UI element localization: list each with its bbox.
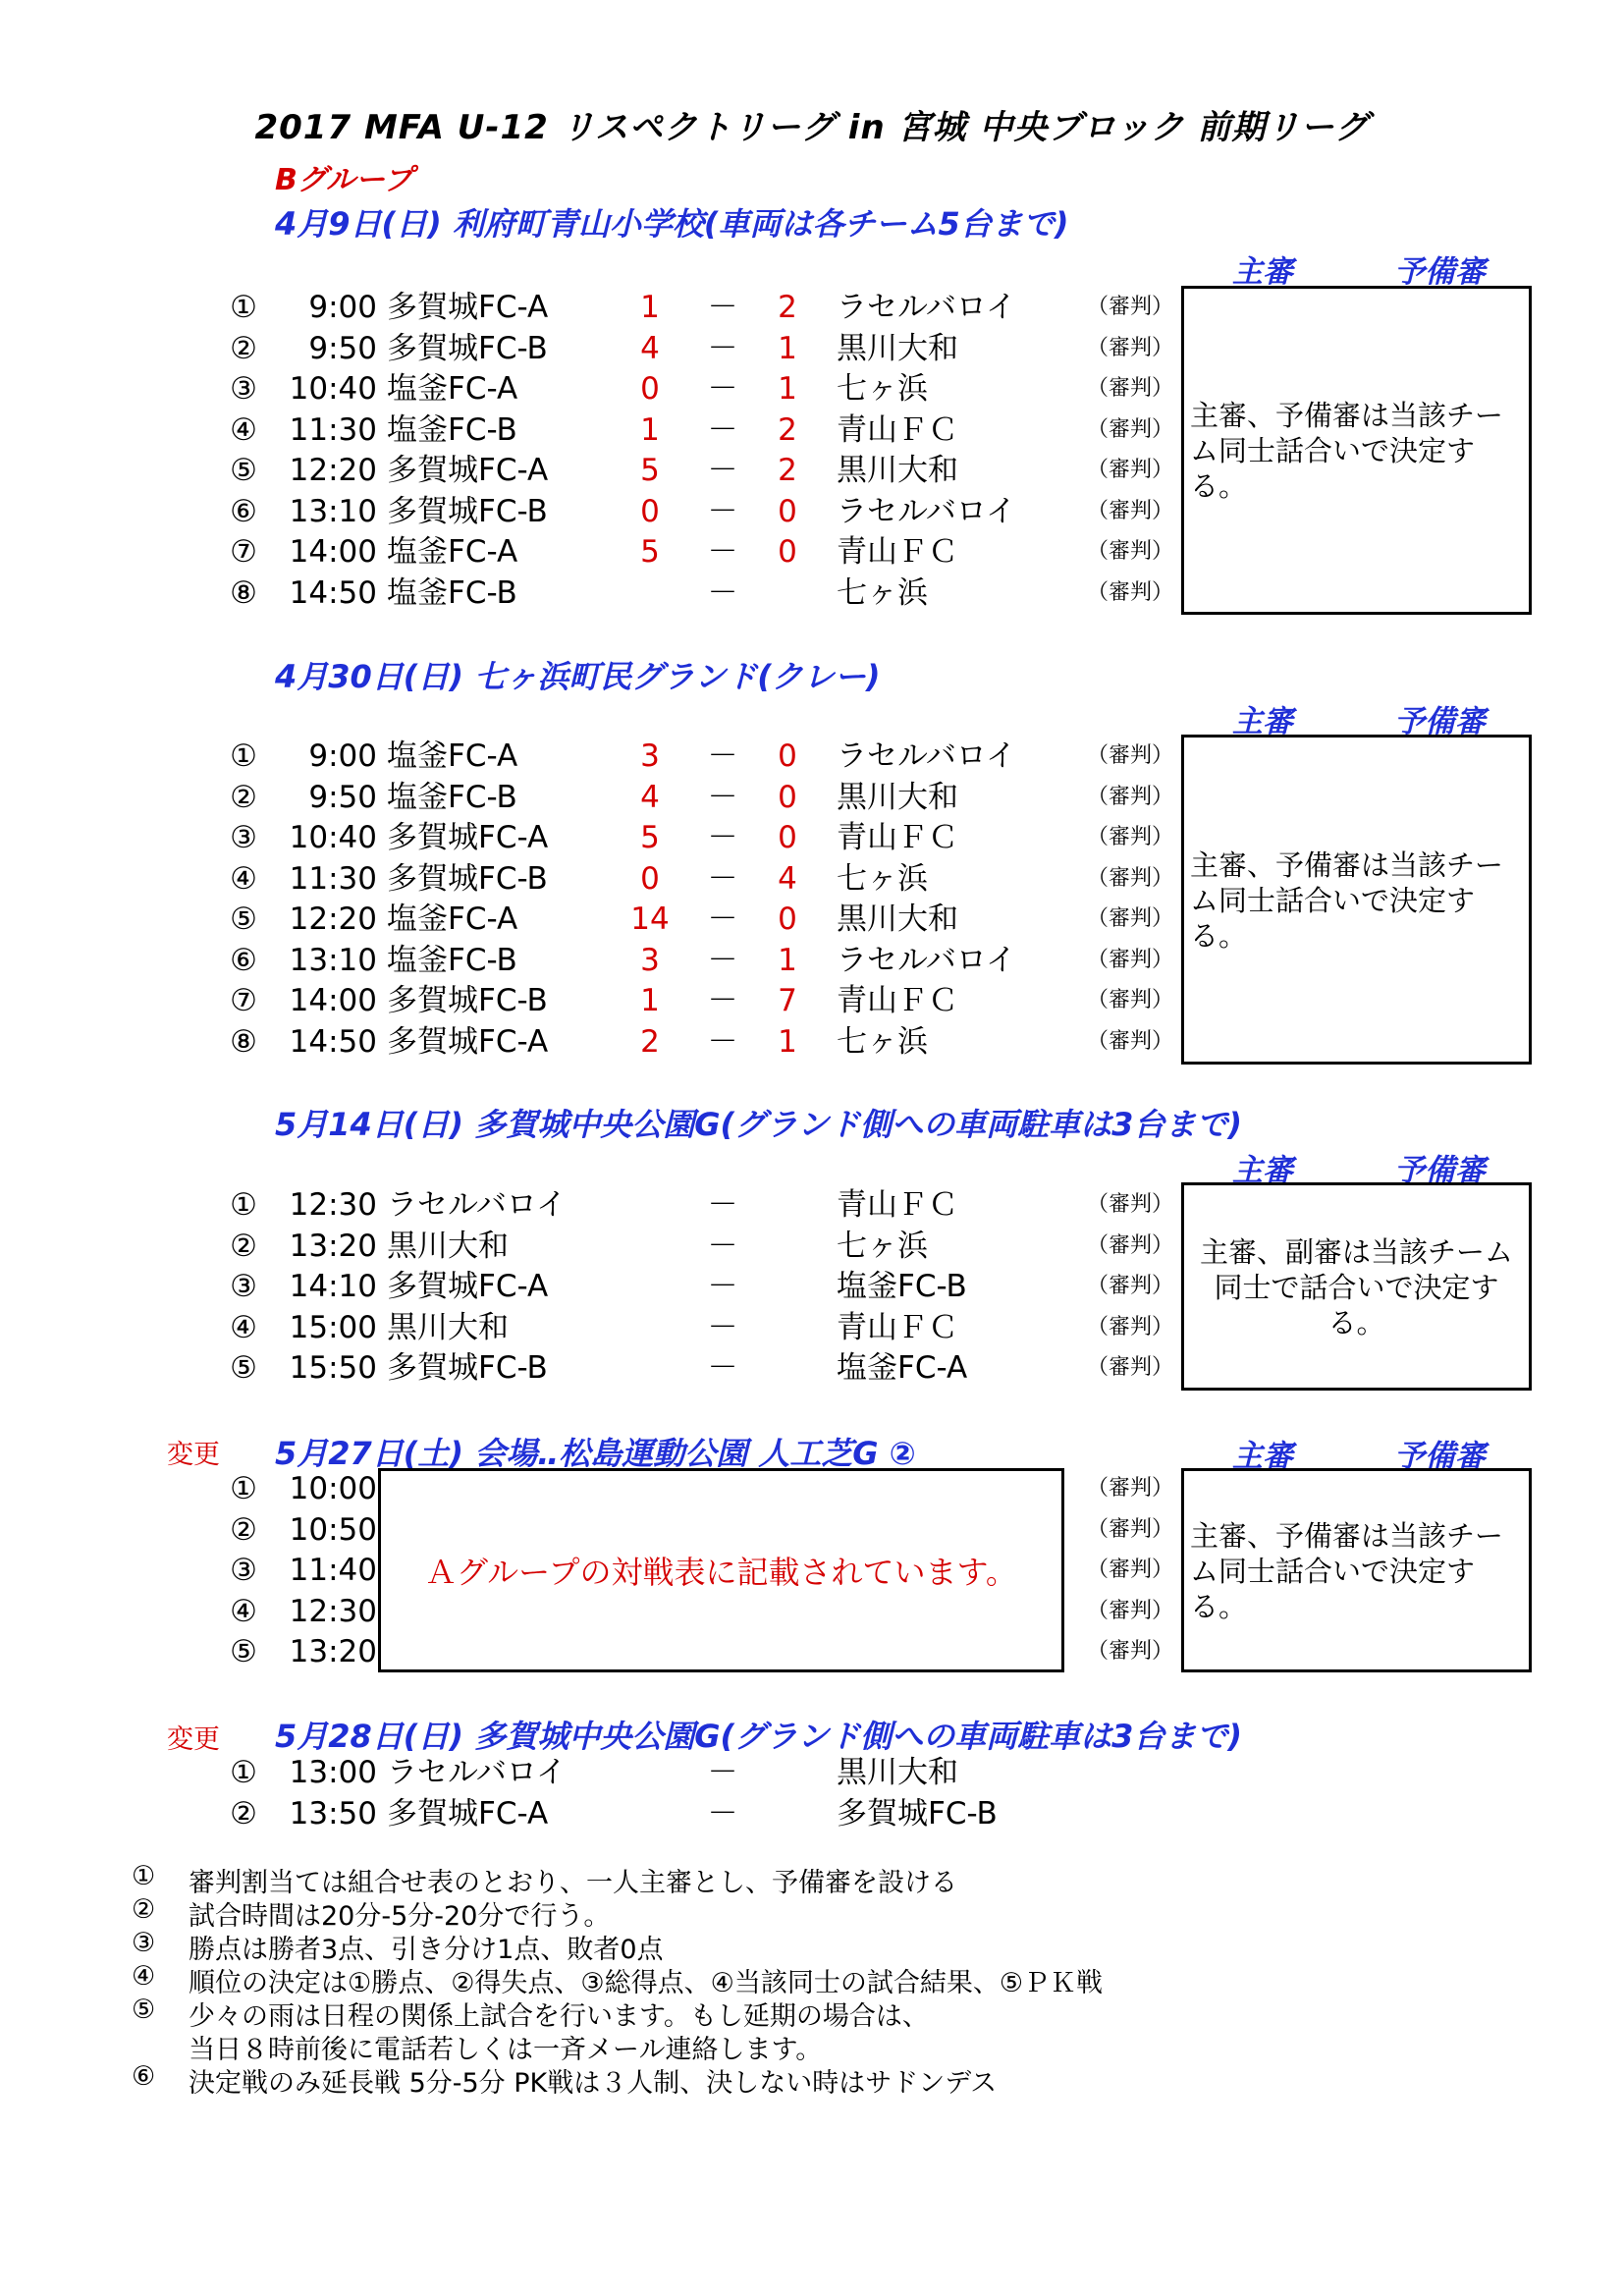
match-row: [0, 450, 1624, 491]
kickoff-time: 10:40: [289, 371, 377, 407]
score-separator: －: [707, 1309, 738, 1345]
referee-header: 主審: [1232, 254, 1293, 290]
home-score: 1: [640, 411, 660, 448]
match-row: [0, 1793, 1624, 1834]
referee-label: （審判）: [1087, 1476, 1174, 1501]
note-line: [0, 1894, 1624, 1932]
day-heading: 5月28日(日) 多賀城中央公園G(グランド側への車両駐車は3台まで): [275, 1718, 1242, 1755]
note-line: [0, 1995, 1624, 2032]
away-team: 青山ＦＣ: [837, 1187, 958, 1223]
away-score: 2: [778, 290, 797, 325]
away-team: ラセルバロイ: [837, 290, 1016, 325]
reserve-referee-header: 予備審: [1394, 1153, 1486, 1188]
referee-note: 主審、予備審は当該チーム同士話合いで決定する。: [1190, 1519, 1504, 1623]
kickoff-time: 11:40: [289, 1553, 377, 1588]
match-number: ①: [230, 1755, 257, 1790]
home-score: 5: [640, 820, 660, 855]
home-score: 3: [640, 738, 660, 774]
away-score: 1: [778, 1023, 797, 1060]
match-number: ③: [230, 820, 257, 855]
home-team: 多賀城FC-A: [387, 290, 549, 325]
match-number: ④: [230, 860, 257, 897]
referee-label: （審判）: [1087, 458, 1174, 482]
match-row: [0, 1631, 1624, 1672]
referee-label: （審判）: [1087, 498, 1174, 523]
match-row: [0, 1307, 1624, 1348]
note-text: 審判割当ては組合せ表のとおり、一人主審とし、予備審を設ける: [189, 1868, 957, 1898]
referee-note: 主審、予備審は当該チーム同士話合いで決定する。: [1190, 848, 1504, 953]
away-score: 2: [778, 411, 797, 448]
home-team: 黒川大和: [387, 1228, 509, 1264]
match-row: [0, 573, 1624, 614]
referee-label: （審判）: [1087, 295, 1174, 319]
home-team: 塩釜FC-A: [387, 902, 518, 937]
match-row: [0, 1468, 1624, 1509]
kickoff-time: 10:40: [289, 820, 377, 855]
note-number: ⑥: [132, 2061, 156, 2092]
score-separator: －: [707, 1795, 738, 1831]
referee-note: 主審、予備審は当該チーム同士話合いで決定する。: [1190, 399, 1504, 503]
match-row: [0, 736, 1624, 777]
match-row: [0, 777, 1624, 818]
home-score: 2: [640, 1023, 660, 1060]
referee-label: （審判）: [1087, 1598, 1174, 1623]
note-number: ④: [132, 1961, 156, 1992]
score-separator: －: [707, 983, 738, 1018]
change-label: 変更: [167, 1724, 220, 1755]
match-row: [0, 1550, 1624, 1591]
kickoff-time: 13:10: [289, 942, 377, 978]
referee-label: （審判）: [1087, 579, 1174, 605]
away-score: 1: [778, 330, 797, 366]
home-team: 多賀城FC-B: [387, 493, 548, 529]
kickoff-time: 12:20: [289, 453, 377, 488]
home-team: 塩釜FC-A: [387, 738, 518, 774]
score-separator: －: [707, 779, 738, 815]
score-separator: －: [707, 1755, 738, 1790]
change-label: 変更: [167, 1440, 220, 1470]
home-team: 多賀城FC-A: [387, 1023, 549, 1060]
referee-label: （審判）: [1087, 1232, 1174, 1258]
match-number: ①: [230, 290, 257, 325]
home-team: 塩釜FC-B: [387, 574, 517, 611]
referee-label: （審判）: [1087, 1192, 1174, 1217]
kickoff-time: 13:00: [289, 1755, 377, 1790]
kickoff-time: 13:20: [289, 1228, 377, 1264]
notice-text: Ａグループの対戦表に記載されています。: [425, 1554, 1017, 1591]
match-row: [0, 940, 1624, 981]
kickoff-time: 12:30: [289, 1593, 377, 1629]
referee-label: （審判）: [1087, 743, 1174, 768]
match-number: ⑤: [230, 902, 257, 937]
away-team: 塩釜FC-A: [837, 1350, 968, 1386]
match-number: ⑥: [230, 493, 257, 529]
match-row: [0, 1184, 1624, 1226]
score-separator: －: [707, 1023, 738, 1060]
match-row: [0, 1266, 1624, 1307]
referee-header: 主審: [1232, 1153, 1293, 1188]
away-team: ラセルバロイ: [837, 493, 1016, 529]
home-score: 4: [640, 779, 660, 815]
away-score: 0: [778, 902, 797, 937]
day-heading: 4月30日(日) 七ヶ浜町民グランド(クレー): [275, 658, 881, 695]
reserve-referee-header: 予備審: [1394, 254, 1486, 290]
away-team: 黒川大和: [837, 453, 958, 488]
referee-label: （審判）: [1087, 784, 1174, 809]
referee-label: （審判）: [1087, 1274, 1174, 1298]
day-heading: 4月9日(日) 利府町青山小学校(車両は各チーム5台まで): [275, 205, 1069, 243]
match-number: ⑦: [230, 983, 257, 1018]
note-number: ③: [132, 1928, 156, 1958]
kickoff-time: 15:50: [289, 1350, 377, 1386]
match-row: [0, 1021, 1624, 1063]
home-team: 多賀城FC-B: [387, 983, 548, 1018]
note-line: [0, 1928, 1624, 1965]
referee-label: （審判）: [1087, 335, 1174, 360]
note-number: ⑤: [132, 1995, 156, 2025]
home-team: 塩釜FC-A: [387, 534, 518, 570]
away-team: ラセルバロイ: [837, 942, 1016, 978]
home-team: 多賀城FC-A: [387, 453, 549, 488]
home-team: 多賀城FC-A: [387, 1795, 549, 1831]
kickoff-time: 14:00: [289, 534, 377, 570]
away-team: 塩釜FC-B: [837, 1269, 967, 1304]
note-text: 当日８時前後に電話若しくは一斉メール連絡します。: [189, 2035, 823, 2065]
away-team: 青山ＦＣ: [837, 534, 958, 570]
home-score: 1: [640, 983, 660, 1018]
home-team: 多賀城FC-B: [387, 860, 548, 897]
match-row: [0, 817, 1624, 858]
note-text: 順位の決定は①勝点、②得失点、③総得点、④当該同士の試合結果、⑤ＰＫ戦: [189, 1968, 1104, 1998]
kickoff-time: 14:50: [289, 574, 377, 611]
note-text: 試合時間は20分-5分-20分で行う。: [189, 1901, 611, 1932]
away-score: 2: [778, 453, 797, 488]
away-team: 黒川大和: [837, 902, 958, 937]
match-number: ③: [230, 371, 257, 407]
match-number: ②: [230, 1511, 257, 1548]
away-team: 七ヶ浜: [837, 574, 928, 611]
away-team: 七ヶ浜: [837, 371, 928, 407]
note-text: 決定戦のみ延長戦 5分-5分 PK戦は３人制、決しない時はサドンデス: [189, 2068, 998, 2099]
away-score: 0: [778, 534, 797, 570]
kickoff-time: 11:30: [289, 411, 377, 448]
kickoff-time: 13:50: [289, 1795, 377, 1831]
day-heading: 5月27日(土) 会場‥松島運動公園 人工芝G ②: [275, 1435, 916, 1472]
home-team: ラセルバロイ: [387, 1187, 567, 1223]
match-number: ①: [230, 738, 257, 774]
away-team: 多賀城FC-B: [837, 1795, 998, 1831]
kickoff-time: 10:00: [289, 1471, 377, 1506]
page-title: 2017 MFA U-12 リスペクトリーグ in 宮城 中央ブロック 前期リーグ: [254, 108, 1370, 147]
note-text: 勝点は勝者3点、引き分け1点、敗者0点: [189, 1935, 664, 1965]
referee-header: 主審: [1232, 704, 1293, 739]
match-number: ⑧: [230, 1023, 257, 1060]
score-separator: －: [707, 1228, 738, 1264]
group-label: Bグループ: [275, 163, 413, 197]
away-score: 0: [778, 820, 797, 855]
note-number: ②: [132, 1894, 156, 1925]
match-row: [0, 980, 1624, 1021]
match-number: ④: [230, 1309, 257, 1345]
home-team: 多賀城FC-B: [387, 1350, 548, 1386]
away-score: 7: [778, 983, 797, 1018]
match-row: [0, 491, 1624, 532]
match-row: [0, 899, 1624, 940]
home-score: 4: [640, 330, 660, 366]
score-separator: －: [707, 371, 738, 407]
match-number: ③: [230, 1269, 257, 1304]
away-score: 1: [778, 371, 797, 407]
away-team: ラセルバロイ: [837, 738, 1016, 774]
away-team: 黒川大和: [837, 779, 958, 815]
kickoff-time: 12:20: [289, 902, 377, 937]
referee-label: （審判）: [1087, 1028, 1174, 1054]
match-row: [0, 287, 1624, 328]
kickoff-time: 13:10: [289, 493, 377, 529]
match-number: ⑧: [230, 574, 257, 611]
score-separator: －: [707, 330, 738, 366]
reserve-referee-header: 予備審: [1394, 1439, 1486, 1474]
match-row: [0, 328, 1624, 369]
score-separator: －: [707, 1187, 738, 1223]
match-row: [0, 1752, 1624, 1793]
score-separator: －: [707, 902, 738, 937]
kickoff-time: 12:30: [289, 1187, 377, 1223]
match-number: ②: [230, 330, 257, 366]
home-team: ラセルバロイ: [387, 1755, 567, 1790]
match-row: [0, 1347, 1624, 1389]
home-team: 塩釜FC-B: [387, 411, 517, 448]
home-score: 0: [640, 493, 660, 529]
note-number: ①: [132, 1861, 156, 1891]
day-heading: 5月14日(日) 多賀城中央公園G(グランド側への車両駐車は3台まで): [275, 1106, 1242, 1143]
score-separator: －: [707, 942, 738, 978]
referee-header: 主審: [1232, 1439, 1293, 1474]
match-number: ⑤: [230, 1634, 257, 1669]
kickoff-time: 9:00: [308, 738, 377, 774]
referee-label: （審判）: [1087, 416, 1174, 442]
away-team: 七ヶ浜: [837, 1023, 928, 1060]
home-team: 多賀城FC-A: [387, 820, 549, 855]
kickoff-time: 14:50: [289, 1023, 377, 1060]
away-team: 黒川大和: [837, 1755, 958, 1790]
match-row: [0, 1591, 1624, 1632]
score-separator: －: [707, 1269, 738, 1304]
match-number: ①: [230, 1471, 257, 1506]
match-number: ⑦: [230, 534, 257, 570]
match-row: [0, 368, 1624, 410]
referee-label: （審判）: [1087, 1558, 1174, 1582]
match-number: ⑥: [230, 942, 257, 978]
home-team: 多賀城FC-A: [387, 1269, 549, 1304]
reserve-referee-header: 予備審: [1394, 704, 1486, 739]
note-line: [0, 2028, 1624, 2065]
home-team: 塩釜FC-B: [387, 779, 517, 815]
match-row: [0, 531, 1624, 573]
referee-label: （審判）: [1087, 1355, 1174, 1380]
match-number: ③: [230, 1553, 257, 1588]
home-score: 1: [640, 290, 660, 325]
score-separator: －: [707, 860, 738, 897]
kickoff-time: 14:10: [289, 1269, 377, 1304]
score-separator: －: [707, 534, 738, 570]
away-score: 4: [778, 860, 797, 897]
referee-label: （審判）: [1087, 1639, 1174, 1664]
score-separator: －: [707, 411, 738, 448]
score-separator: －: [707, 290, 738, 325]
away-team: 七ヶ浜: [837, 860, 928, 897]
kickoff-time: 9:50: [308, 330, 377, 366]
kickoff-time: 10:50: [289, 1511, 377, 1548]
away-score: 0: [778, 493, 797, 529]
home-score: 14: [630, 902, 670, 937]
kickoff-time: 14:00: [289, 983, 377, 1018]
match-number: ②: [230, 779, 257, 815]
away-team: 青山ＦＣ: [837, 983, 958, 1018]
away-team: 青山ＦＣ: [837, 411, 958, 448]
match-number: ④: [230, 411, 257, 448]
score-separator: －: [707, 574, 738, 611]
home-team: 塩釜FC-B: [387, 942, 517, 978]
referee-label: （審判）: [1087, 988, 1174, 1012]
referee-note: 主審、副審は当該チーム同士で話合いで決定する。: [1199, 1235, 1513, 1339]
kickoff-time: 9:50: [308, 779, 377, 815]
match-row: [0, 1226, 1624, 1267]
referee-label: （審判）: [1087, 825, 1174, 849]
kickoff-time: 15:00: [289, 1309, 377, 1345]
away-score: 1: [778, 942, 797, 978]
home-score: 5: [640, 534, 660, 570]
away-team: 青山ＦＣ: [837, 820, 958, 855]
kickoff-time: 13:20: [289, 1634, 377, 1669]
match-number: ⑤: [230, 1350, 257, 1386]
note-line: [0, 1961, 1624, 1998]
home-score: 5: [640, 453, 660, 488]
referee-label: （審判）: [1087, 376, 1174, 401]
referee-label: （審判）: [1087, 1516, 1174, 1542]
home-team: 塩釜FC-A: [387, 371, 518, 407]
score-separator: －: [707, 738, 738, 774]
score-separator: －: [707, 493, 738, 529]
match-number: ②: [230, 1795, 257, 1831]
home-score: 0: [640, 860, 660, 897]
referee-label: （審判）: [1087, 906, 1174, 931]
score-separator: －: [707, 1350, 738, 1386]
away-score: 0: [778, 779, 797, 815]
away-team: 七ヶ浜: [837, 1228, 928, 1264]
referee-label: （審判）: [1087, 947, 1174, 972]
match-number: ⑤: [230, 453, 257, 488]
away-team: 黒川大和: [837, 330, 958, 366]
note-line: [0, 1861, 1624, 1898]
away-score: 0: [778, 738, 797, 774]
match-number: ②: [230, 1228, 257, 1264]
referee-label: （審判）: [1087, 1314, 1174, 1339]
match-number: ①: [230, 1187, 257, 1223]
home-team: 多賀城FC-B: [387, 330, 548, 366]
home-score: 3: [640, 942, 660, 978]
home-score: 0: [640, 371, 660, 407]
away-team: 青山ＦＣ: [837, 1309, 958, 1345]
kickoff-time: 11:30: [289, 860, 377, 897]
score-separator: －: [707, 820, 738, 855]
match-row: [0, 858, 1624, 900]
referee-label: （審判）: [1087, 865, 1174, 891]
match-number: ④: [230, 1593, 257, 1629]
match-row: [0, 1509, 1624, 1551]
note-line: [0, 2061, 1624, 2099]
referee-label: （審判）: [1087, 539, 1174, 564]
match-row: [0, 410, 1624, 451]
kickoff-time: 9:00: [308, 290, 377, 325]
note-text: 少々の雨は日程の関係上試合を行います。もし延期の場合は、: [189, 2001, 929, 2032]
score-separator: －: [707, 453, 738, 488]
home-team: 黒川大和: [387, 1309, 509, 1345]
